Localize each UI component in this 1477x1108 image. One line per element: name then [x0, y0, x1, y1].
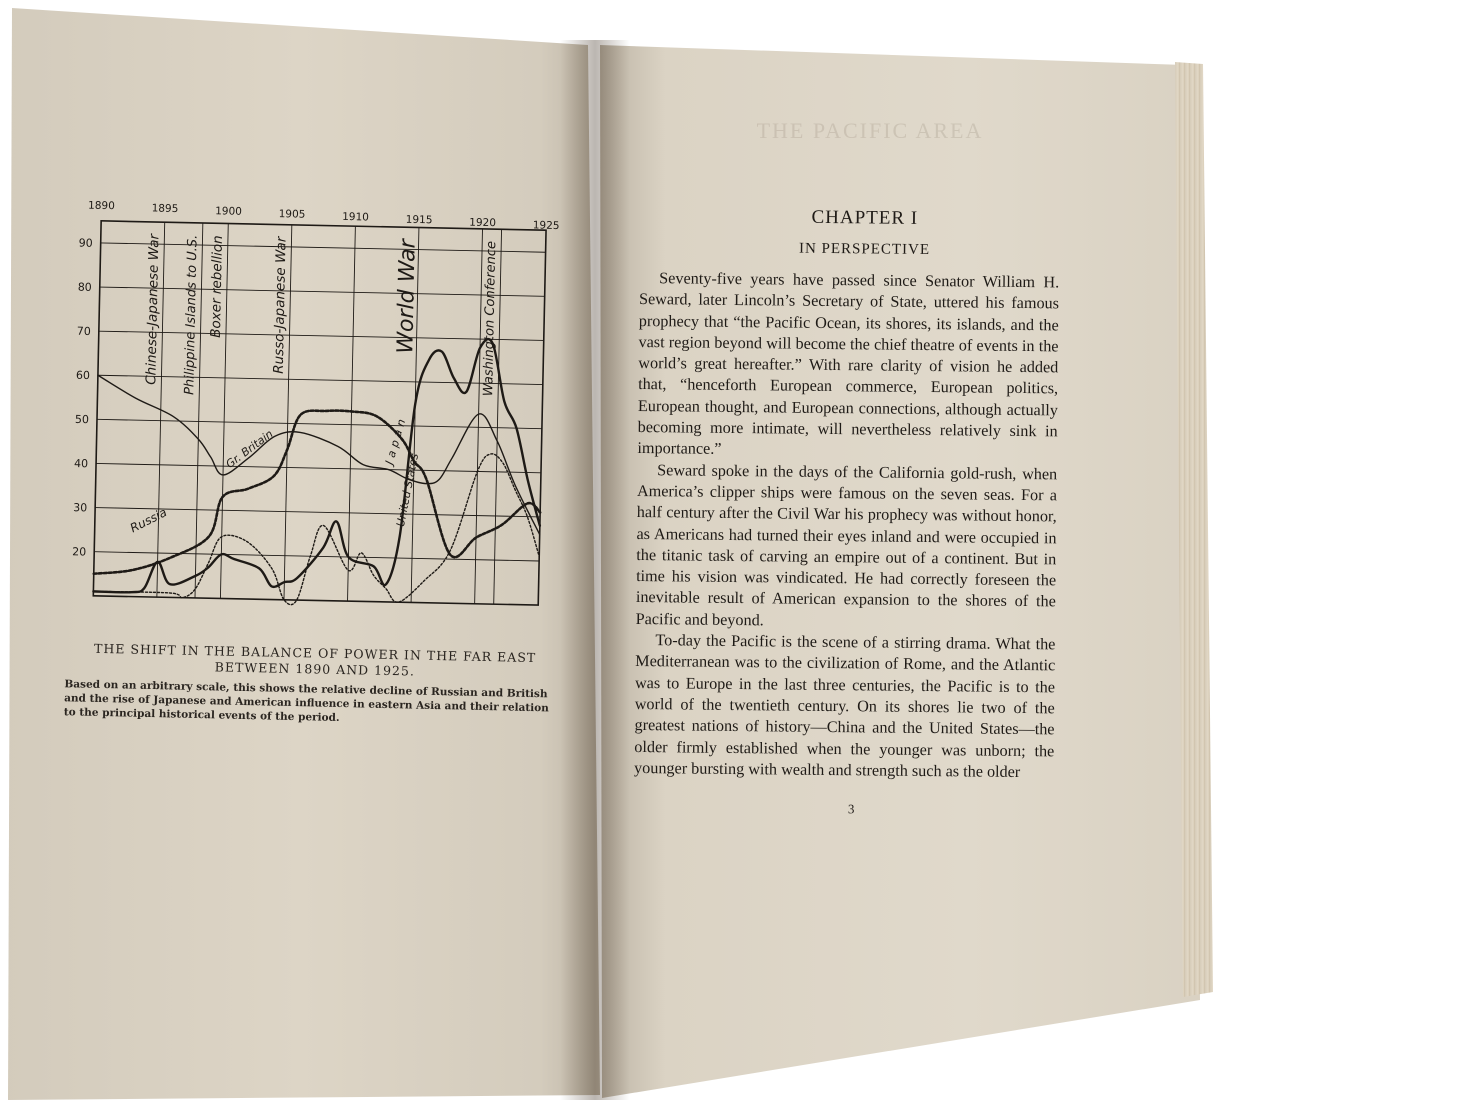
event-label: Philippine Islands to U.S. [182, 234, 201, 396]
gridline-horizontal [100, 287, 545, 296]
chapter-text [634, 205, 1060, 819]
x-tick-label: 1900 [215, 205, 243, 218]
gridline-vertical [538, 230, 546, 605]
series-label: Russia [127, 505, 170, 536]
x-tick-label: 1915 [405, 213, 433, 227]
y-tick-label: 30 [73, 501, 88, 515]
event-label: Russo-Japanese War [270, 236, 290, 374]
bleed-through-heading: THE PACIFIC AREA [756, 118, 984, 143]
chapter-title: IN PERSPECTIVE [798, 240, 931, 259]
x-tick-label: 1905 [278, 208, 306, 221]
y-tick-label: 50 [74, 412, 90, 427]
page-edges [1175, 62, 1225, 1012]
gridline-horizontal [98, 375, 543, 384]
x-tick-label: 1910 [342, 210, 370, 224]
series-label: Gr. Britain [223, 427, 276, 471]
gridline-horizontal [99, 331, 544, 340]
gridline-horizontal [101, 243, 546, 252]
figure-caption-title: THE SHIFT IN THE BALANCE OF POWER IN THE FAR EAST BETWEEN 1890 AND 1925. [93, 640, 537, 679]
paragraph: Seward spoke in the days of the California gold-rush, when America’s clipper ships were famous on the seven seas. For a half century after the Civil War his prophecy was without honor, as Americans had turned their eyes inland and were occupied in the titanic task of carving an empire out of a continent. But in time his vision was vindicated. He had correctly foreseen the inevitable result of American expansion to the shores of the Pacific and beyond. [635, 460, 1058, 630]
y-tick-label: 20 [72, 545, 87, 559]
balance-of-power-figure [48, 180, 580, 751]
x-tick-label: 1925 [532, 219, 560, 232]
event-label: Washington Conference [481, 240, 500, 397]
paragraph: Seventy-five years have passed since Senator William H. Seward, later Lincoln’s Secretary of State, uttered his famous prophecy that “the Pacific Ocean, its shores, its islands, and the vast region beyond will become the chief theatre of events in the world’s great hereafter.” With rare clarity of vision he added that, “henceforth European commerce, European politics, European thought, and European connections, although actually becoming more intimate, will nevertheless relatively sink in importance.” [637, 269, 1060, 459]
y-tick-label: 40 [73, 457, 89, 471]
event-label: Chinese-Japanese War [143, 233, 163, 385]
series-line [93, 331, 543, 601]
gridline-vertical [348, 226, 356, 601]
y-tick-label: 90 [78, 236, 93, 250]
gridline-horizontal [97, 419, 542, 428]
paragraph: To-day the Pacific is the scene of a stirring drama. What the Mediterranean was to the civilization of Rome, and the Atlantic was to Europe in the last three centuries, the Pacific is to the world of the twentieth century. On its shores lie two of the greatest nations of history—China and the United States—the older firmly established when the younger was unborn; the younger bursting with wealth and strength such as the older [634, 631, 1056, 781]
gridline-vertical [93, 221, 101, 596]
page-number: 3 [847, 801, 855, 817]
y-tick-label: 70 [76, 324, 91, 338]
y-tick-label: 60 [75, 368, 91, 383]
figure-caption-note: Based on an arbitrary scale, this shows the relative decline of Russian and British and the rise of Japanese and American influence in eastern Asia and their relation to the principal historical events of the period. [63, 678, 549, 724]
series-label: United States [393, 452, 422, 528]
x-tick-label: 1890 [87, 199, 115, 213]
y-tick-label: 80 [77, 280, 92, 294]
x-tick-label: 1895 [151, 202, 179, 215]
series-line [93, 446, 541, 610]
chapter-number: CHAPTER I [811, 206, 919, 229]
gridline-horizontal [96, 463, 541, 472]
balance-of-power-chart [50, 180, 580, 651]
series-label: Japan [382, 413, 410, 467]
x-tick-label: 1920 [469, 216, 497, 230]
event-label: World War [393, 239, 421, 354]
event-label: Boxer rebellion [207, 235, 227, 338]
